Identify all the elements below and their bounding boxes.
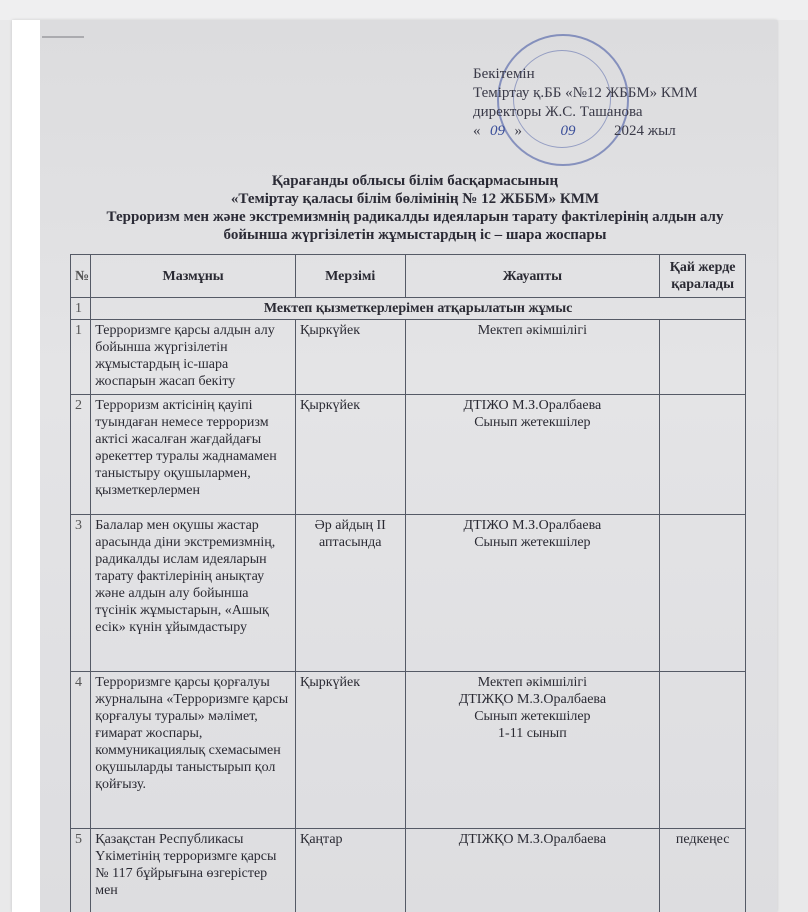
responsible-line: ДТІЖО М.З.Оралбаева — [463, 518, 602, 533]
row-date: Қаңтар — [295, 829, 405, 912]
header-num: № — [71, 255, 91, 298]
row-where — [660, 320, 746, 395]
approval-block — [473, 65, 698, 141]
row-num: 3 — [71, 515, 91, 672]
document-titles — [70, 172, 760, 244]
title-line3: Терроризм мен және экстремизмнің радикалды идеяларын тарату фактілерінің алдын алу — [106, 209, 724, 225]
document-page — [12, 20, 777, 912]
table-header-row — [71, 255, 746, 298]
table-row — [71, 395, 746, 515]
responsible-line: Сынып жетекшілер — [474, 709, 591, 724]
row-responsible — [405, 320, 660, 395]
row-num: 5 — [71, 829, 91, 912]
responsible-line: ДТІЖҚО М.З.Оралбаева — [458, 832, 607, 847]
row-where: педкеңес — [660, 829, 746, 912]
responsible-line: Мектеп әкімшілігі — [477, 323, 588, 338]
row-num: 1 — [71, 320, 91, 395]
row-content: Терроризмге қарсы алдын алу бойынша жүргізілетін жұмыстардың іс-шара жоспарын жасап бекіту — [91, 320, 296, 395]
row-where — [660, 672, 746, 829]
row-responsible — [405, 515, 660, 672]
section-title: Мектеп қызметкерлерімен атқарылатын жұмыс — [91, 298, 746, 320]
title-line1: Қарағанды облысы білім басқармасының — [271, 173, 559, 189]
date-open-quote: « — [473, 123, 481, 139]
row-content: Терроризм актісінің қауіпі туындаған немесе терроризм актісі жасалған жағдайдағы әрекеттер туралы жаднамамен таныстыру оқушылармен, қызметкерлермен — [91, 395, 296, 515]
row-responsible — [405, 829, 660, 912]
responsible-line: Мектеп әкімшілігі — [477, 675, 588, 690]
corner-mark — [42, 36, 84, 38]
responsible-line: ДТІЖО М.З.Оралбаева — [463, 398, 602, 413]
row-where — [660, 395, 746, 515]
row-date: Қыркүйек — [295, 395, 405, 515]
viewer-top-bar — [0, 0, 808, 20]
approval-line1: Бекітемін — [473, 66, 535, 82]
row-responsible — [405, 395, 660, 515]
plan-table — [70, 254, 746, 912]
row-responsible — [405, 672, 660, 829]
row-content: Терроризмге қарсы қорғалуы журналына «Терроризмге қарсы қорғалуы туралы» мәлімет, ғимарат жоспары, коммуникациялық схемасымен оқушыларды таныстырып қол қойғызу. — [91, 672, 296, 829]
header-date: Мерзімі — [295, 255, 405, 298]
approval-date — [473, 122, 698, 141]
approval-year: 2024 жыл — [614, 123, 676, 139]
row-content: Қазақстан Республикасы Үкіметінің терроризмге қарсы № 117 бұйрығына өзгерістер мен — [91, 829, 296, 912]
table-row — [71, 829, 746, 912]
table-row — [71, 320, 746, 395]
title-line2: «Теміртау қаласы білім бөлімінің № 12 ЖББМ» КММ — [230, 191, 600, 207]
approval-line2: Теміртау қ.ББ «№12 ЖББМ» КММ — [473, 85, 698, 101]
document-photo — [40, 20, 777, 912]
date-close-quote: » — [514, 123, 522, 139]
row-num: 2 — [71, 395, 91, 515]
table-row — [71, 515, 746, 672]
header-responsible: Жауапты — [405, 255, 660, 298]
section-num: 1 — [71, 298, 91, 320]
row-date: Қыркүйек — [295, 320, 405, 395]
header-where: Қай жерде қаралады — [660, 255, 746, 298]
row-content: Балалар мен оқушы жастар арасында діни экстремизмнің, радикалды ислам идеяларын тарату фактілерінің анықтау және алдын алу бойынша түсінік жұмыстарын, «Ашық есік» күнін ұйымдастыру — [91, 515, 296, 672]
responsible-line: ДТІЖҚО М.З.Оралбаева — [458, 692, 607, 707]
section-row — [71, 298, 746, 320]
header-content: Мазмұны — [91, 255, 296, 298]
responsible-line: 1-11 сынып — [498, 726, 567, 741]
title-line4: бойынша жүргізілетін жұмыстардың іс – шара жоспары — [223, 227, 607, 243]
approval-line3: директоры Ж.С. Ташанова — [473, 104, 643, 120]
row-num: 4 — [71, 672, 91, 829]
row-where — [660, 515, 746, 672]
row-date: Қыркүйек — [295, 672, 405, 829]
responsible-line: Сынып жетекшілер — [474, 535, 591, 550]
approval-month: 09 — [560, 123, 576, 139]
table-row — [71, 672, 746, 829]
approval-day: 09 — [490, 123, 505, 139]
row-date: Әр айдың ІІ аптасында — [295, 515, 405, 672]
responsible-line: Сынып жетекшілер — [474, 415, 591, 430]
